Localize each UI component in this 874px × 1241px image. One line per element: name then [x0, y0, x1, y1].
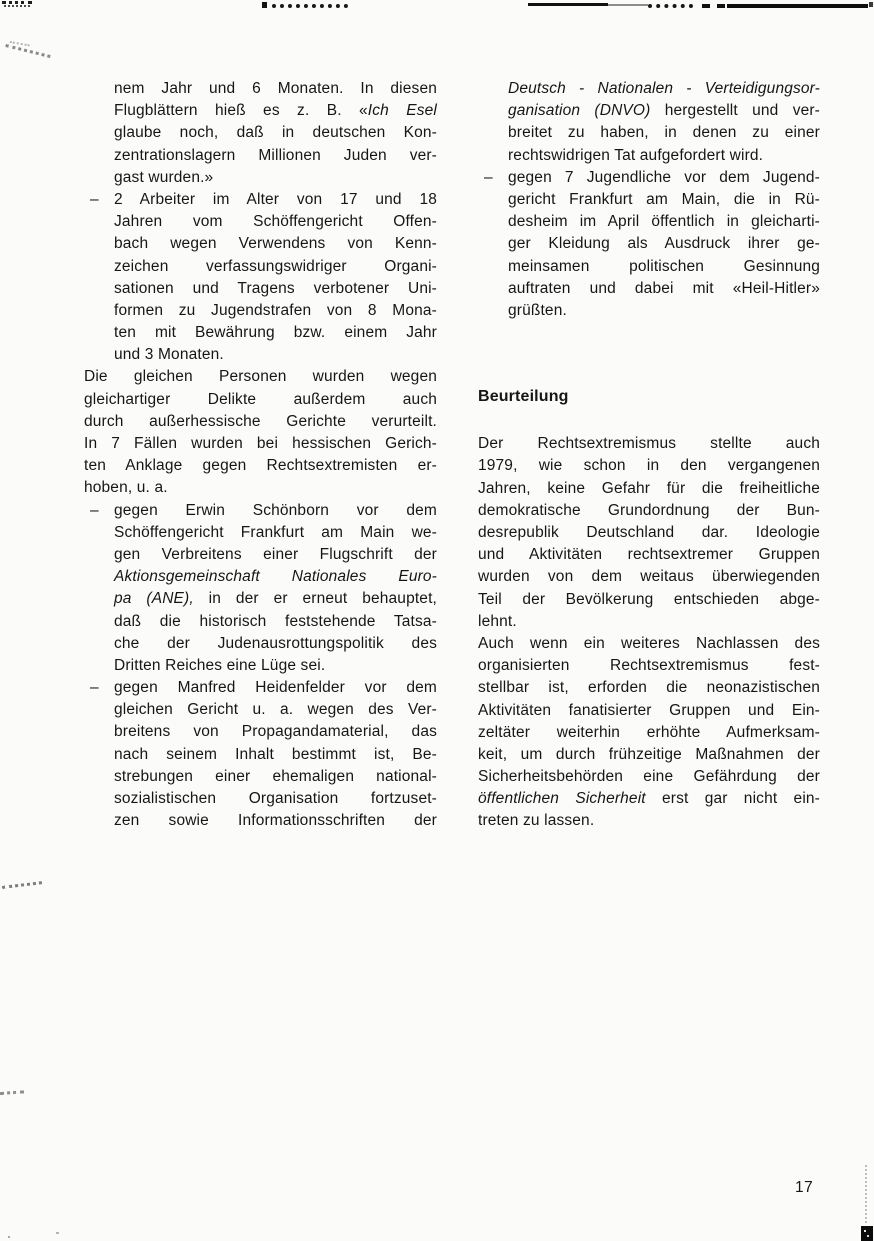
text-line [84, 433, 437, 455]
body-text: zeichen verfassungswidriger Organi- [114, 257, 437, 275]
body-text: breitet zu haben, in denen zu einer [508, 124, 820, 142]
body-text: hergestellt und ver- [650, 102, 820, 120]
text-line [114, 167, 437, 189]
text-line [478, 633, 820, 655]
text-line [84, 366, 437, 388]
text-line [114, 78, 437, 100]
body-text: gegen Manfred Heidenfelder vor dem [114, 679, 437, 697]
text-line [114, 145, 437, 167]
scan-artifact-top-dashes-2 [648, 4, 693, 8]
body-text: erst gar nicht ein- [645, 790, 820, 808]
text-line [114, 744, 437, 766]
text-line [114, 322, 437, 344]
body-text: glaube noch, daß in deutschen Kon- [114, 124, 437, 142]
body-text: Der Rechtsextremismus stellte auch [478, 435, 820, 453]
scan-artifact-bottom-dot-2 [56, 1232, 59, 1234]
body-text: ger Kleidung als Ausdruck ihrer ge- [508, 235, 820, 253]
paragraph-block [478, 633, 820, 833]
text-line [114, 655, 437, 677]
text-line [478, 544, 820, 566]
body-text: demokratische Grundordnung der Bun- [478, 501, 820, 519]
body-text: Jahren vom Schöffengericht Offen- [114, 213, 437, 231]
body-text: treten zu lassen. [478, 812, 595, 830]
body-text: che der Judenausrottungspolitik des [114, 634, 437, 652]
scan-artifact-top-dots [2, 1, 32, 4]
text-line [114, 256, 437, 278]
body-text: grüßten. [508, 301, 567, 319]
text-line [484, 167, 820, 189]
body-text: formen zu Jugendstrafen von 8 Mona- [114, 301, 437, 319]
body-text: zentrationslagern Millionen Juden ver- [114, 146, 437, 164]
text-line [478, 744, 820, 766]
list-dash: – [484, 168, 493, 186]
body-text: 1979, wie schon in den vergangenen [478, 457, 820, 475]
scan-artifact-corner-speck-2 [867, 1235, 869, 1237]
text-line [478, 500, 820, 522]
scan-artifact-corner-speck [864, 1230, 866, 1232]
body-text: ten mit Bewährung bzw. einem Jahr [114, 324, 437, 342]
text-line [508, 189, 820, 211]
body-text: wurden von dem weitaus überwiegenden [478, 568, 820, 586]
left-column [84, 78, 437, 832]
body-text: breitens von Propagandamaterial, das [114, 723, 437, 741]
scan-artifact-top-dashes [272, 4, 348, 8]
body-text: Schöffengericht Frankfurt am Main we- [114, 523, 437, 541]
body-text: gen Verbreitens einer Flugschrift der [114, 545, 437, 563]
scan-artifact-top-tick [262, 2, 267, 8]
body-text: gegen Erwin Schönborn vor dem [114, 501, 437, 519]
text-line [478, 766, 820, 788]
list-dash: – [90, 190, 99, 208]
body-text: nem Jahr und 6 Monaten. In diesen [114, 80, 437, 97]
text-line [508, 278, 820, 300]
body-text: Die gleichen Personen wurden wegen [84, 368, 437, 386]
text-line [114, 100, 437, 122]
text-line [478, 611, 820, 633]
body-text: und 3 Monaten. [114, 346, 224, 364]
text-line [114, 522, 437, 544]
body-text: In 7 Fällen wurden bei hessischen Gerich- [84, 435, 437, 452]
page-number: 17 [795, 1179, 814, 1196]
text-line [478, 455, 820, 477]
text-line [90, 189, 437, 211]
text-line [478, 810, 820, 832]
scan-artifact-top-faint-line [608, 4, 648, 6]
paragraph-block [84, 189, 437, 367]
body-text: hoben, u. a. [84, 479, 168, 497]
scan-artifact-top-line [528, 3, 608, 6]
emphasized-text: Deutsch - Nationalen - Verteidigungsor- [508, 80, 820, 97]
body-text: ten Anklage gegen Rechtsextremisten er- [84, 457, 437, 475]
paragraph-block [84, 78, 437, 189]
text-line [114, 566, 437, 588]
scan-artifact-bottom-dot [8, 1236, 10, 1238]
text-line [114, 611, 437, 633]
text-line [478, 700, 820, 722]
body-text: gleichen Gericht u. a. wegen des Ver- [114, 701, 437, 719]
body-text: lehnt. [478, 612, 517, 630]
body-text: Jahren, keine Gefahr für die freiheitliche [478, 479, 820, 497]
text-line [508, 145, 820, 167]
body-text: desheim im April öffentlich in gleicharti- [508, 213, 820, 231]
text-line [478, 522, 820, 544]
emphasized-text: Aktionsgemeinschaft Nationales Euro- [114, 568, 437, 586]
body-text: Teil der Bevölkerung entschieden abge- [478, 590, 820, 608]
text-line [84, 389, 437, 411]
scan-artifact-top-line-2 [727, 4, 868, 8]
body-text: daß die historisch feststehende Tatsa- [114, 612, 437, 630]
scan-artifact-top-dashes-3 [702, 4, 725, 8]
text-line [84, 411, 437, 433]
text-line [478, 677, 820, 699]
body-text: Dritten Reiches eine Lüge sei. [114, 656, 326, 674]
text-line [114, 278, 437, 300]
body-text: nach seinem Inhalt bestimmt ist, Be- [114, 745, 437, 763]
body-text: meinsamen politischen Gesinnung [508, 257, 820, 275]
text-line [114, 544, 437, 566]
scan-artifact-top-dots-2 [4, 5, 30, 7]
scan-artifact-corner-mark [861, 1226, 873, 1241]
body-text: gegen 7 Jugendliche vor dem Jugend- [508, 168, 820, 186]
text-line [114, 122, 437, 144]
body-text: keit, um durch frühzeitige Maßnahmen der [478, 745, 820, 763]
body-text: organisierten Rechtsextremismus fest- [478, 657, 820, 675]
paragraph-block [84, 500, 437, 678]
text-line [114, 588, 437, 610]
body-text: Auch wenn ein weiteres Nachlassen des [478, 634, 820, 652]
text-line [478, 788, 820, 810]
text-line [508, 100, 820, 122]
text-line [478, 433, 820, 455]
body-text: und Aktivitäten rechtsextremer Gruppen [478, 546, 820, 564]
list-dash: – [90, 679, 99, 697]
text-line [114, 300, 437, 322]
scan-artifact-top-tick-2 [869, 2, 873, 7]
text-line [508, 211, 820, 233]
text-line [478, 655, 820, 677]
scan-artifact-margin-smudge-4 [0, 1090, 24, 1095]
text-line [508, 122, 820, 144]
text-line [114, 721, 437, 743]
emphasized-text: ganisation (DNVO) [508, 102, 651, 120]
body-text: in der er erneut behauptet, [193, 590, 437, 608]
paragraph-block [84, 366, 437, 499]
text-line [114, 766, 437, 788]
text-line [84, 455, 437, 477]
section-heading: Beurteilung [478, 388, 569, 406]
body-text: desrepublik Deutschland dar. Ideologie [478, 524, 820, 542]
body-text: 2 Arbeiter im Alter von 17 und 18 [114, 190, 437, 208]
text-line [114, 633, 437, 655]
text-line [508, 233, 820, 255]
body-text: gleichartiger Delikte außerdem auch [84, 390, 437, 408]
text-line [478, 566, 820, 588]
body-text: bach wegen Verwendens von Kenn- [114, 235, 437, 253]
body-text: zen sowie Informationsschriften der [114, 812, 437, 830]
scan-artifact-right-edge-dots [865, 1165, 867, 1223]
text-line [478, 722, 820, 744]
paragraph-block [478, 78, 820, 167]
text-line [114, 699, 437, 721]
text-line [508, 78, 820, 100]
text-line [114, 211, 437, 233]
body-text: gast wurden.» [114, 168, 214, 186]
body-text: sozialistischen Organisation fortzuset- [114, 790, 437, 807]
body-text: rechtswidrigen Tat aufgefordert wird. [508, 146, 764, 164]
scan-artifact-margin-smudge-3 [2, 881, 42, 889]
text-line [90, 500, 437, 522]
text-line [114, 344, 437, 366]
text-line [114, 788, 437, 810]
text-line [478, 589, 820, 611]
body-text: Sicherheitsbehörden eine Gefährdung der [478, 768, 820, 786]
emphasized-text: Ich Esel [367, 102, 437, 120]
text-line [114, 810, 437, 832]
paragraph-block [478, 433, 820, 633]
body-text: Flugblättern hieß es z. B. « [114, 102, 368, 120]
body-text: stellbar ist, erforden die neonazistischen [478, 679, 820, 697]
text-line [90, 677, 437, 699]
paragraph-block [478, 167, 820, 322]
emphasized-text: pa (ANE), [114, 590, 194, 608]
body-text: zeltäter weiterhin erhöhte Aufmerksam- [478, 723, 820, 741]
body-text: gericht Frankfurt am Main, die in Rü- [508, 190, 820, 208]
text-line [114, 233, 437, 255]
body-text: auftraten und dabei mit «Heil-Hitler» [508, 279, 820, 297]
text-line [508, 300, 820, 322]
text-line [508, 256, 820, 278]
text-line [84, 477, 437, 499]
paragraph-block [84, 677, 437, 832]
body-text: durch außerhessische Gerichte verurteilt. [84, 412, 437, 430]
text-line [478, 478, 820, 500]
body-text: strebungen einer ehemaligen national- [114, 767, 437, 785]
emphasized-text: öffentlichen Sicherheit [478, 790, 646, 808]
list-dash: – [90, 501, 99, 519]
body-text: sationen und Tragens verbotener Uni- [114, 279, 437, 297]
body-text: Aktivitäten fanatisierter Gruppen und Ein- [478, 701, 820, 719]
right-column [478, 78, 820, 833]
